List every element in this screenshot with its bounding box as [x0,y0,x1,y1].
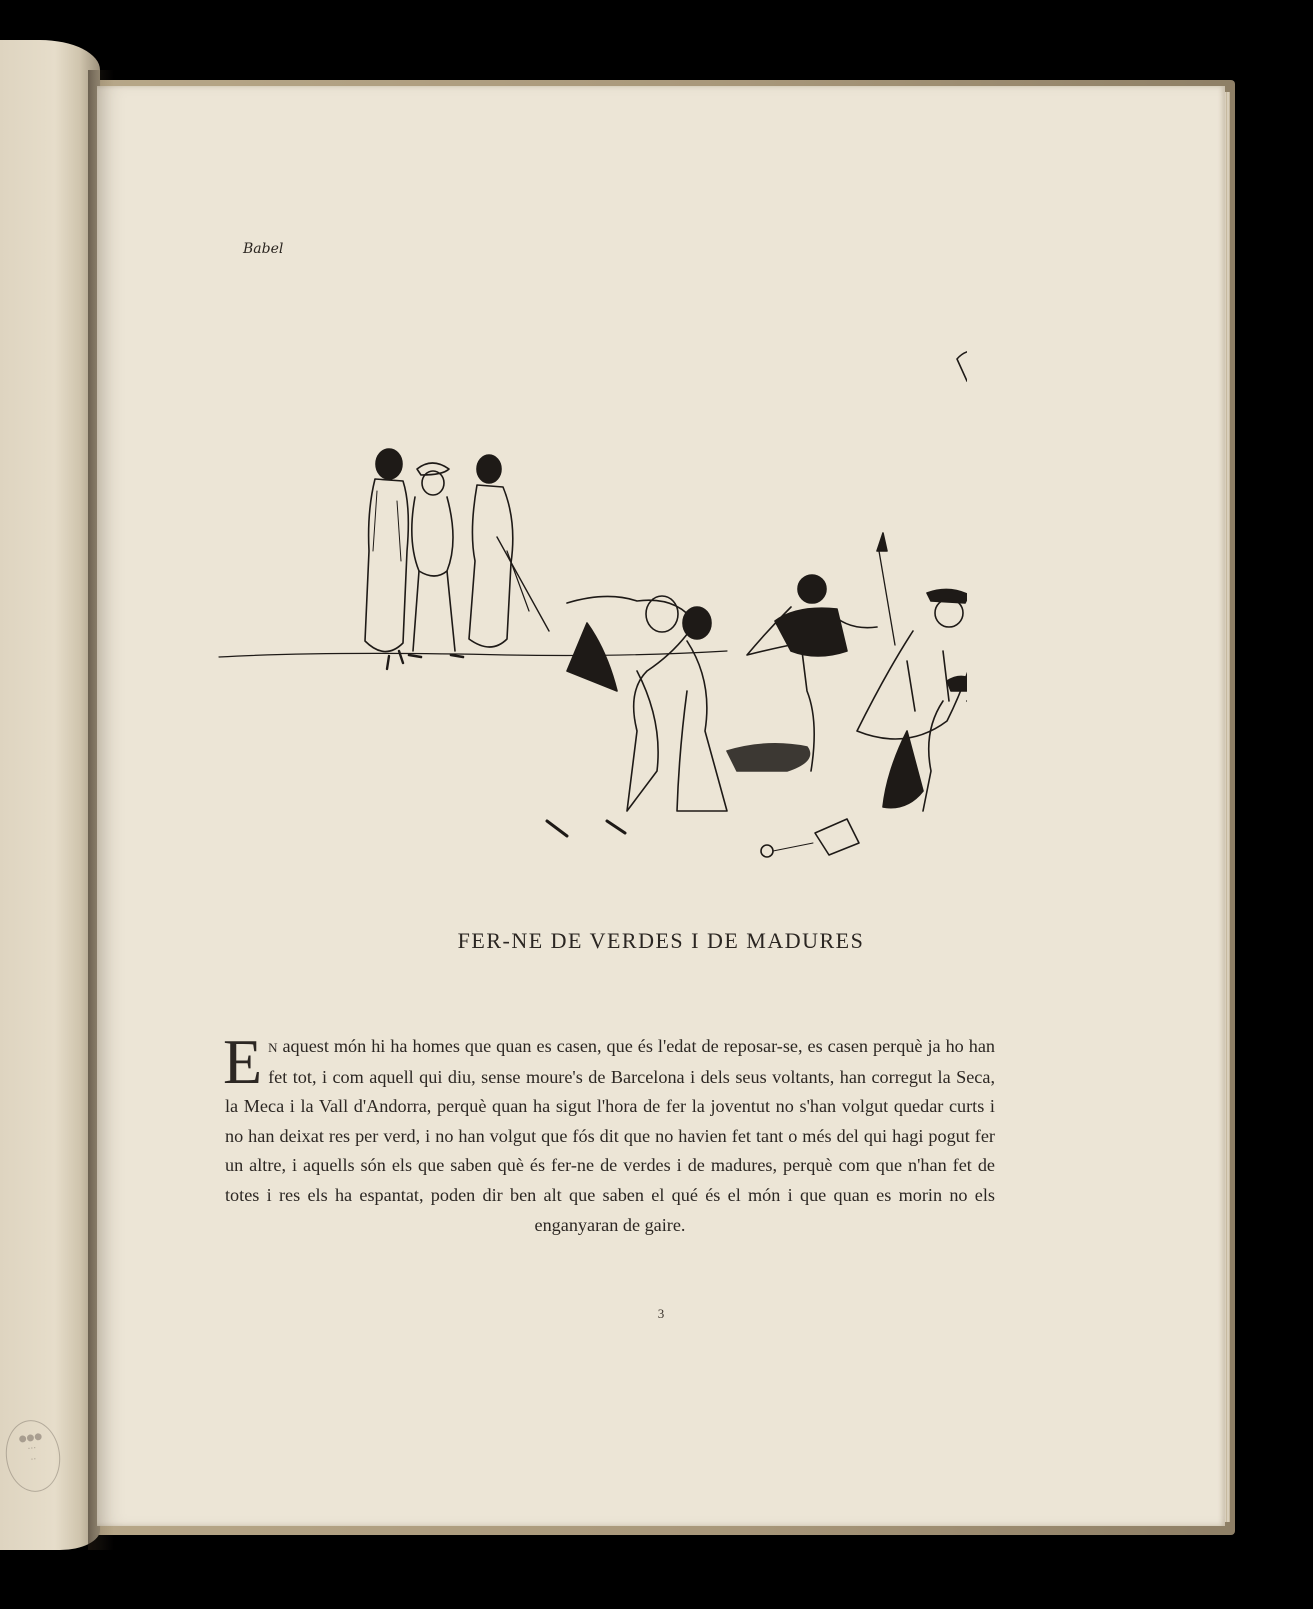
ink-illustration [207,251,967,871]
artist-signature: Babel [243,241,284,257]
library-stamp: ●●● ··· ·· [1,1417,64,1496]
woman-figure-left [365,449,408,669]
right-page [97,86,1225,1526]
drop-cap: E [223,1026,263,1097]
body-text: aquest món hi ha homes que quan es casen, que és l'edat de reposar-se, es casen perquè ja ho han fet tot, i com aquell qui diu, sense moure's de Barcelona i dels seus voltants, han corregut la Seca, la Meca i la Vall d'Andorra, perquè quan ha sigut l'hora de fer la joventut no s'han volgut quedar curts i no han deixat res per verd, i no han volgut que fós dit que no havien fet tant o més del qui hagi pogut fer un altre, i aquells són els que saben què és fer-ne de verdes i de madures, perquè com que n'han fet de totes i res els ha espantat, poden dir ben alt que saben el qué és el món i que quan es morin no els enganyaran de gaire. [225,1036,995,1235]
left-page [0,40,100,1550]
chapter-title: FER-NE DE VERDES I DE MADURES [457,928,865,953]
fallen-lamp [761,819,859,857]
policeman-figure [857,589,967,739]
lamppost-climber-figure [957,350,967,613]
man-with-hat-figure [409,463,463,657]
page-number: 3 [657,1306,665,1321]
body-paragraph [223,1026,995,1240]
fallen-figure [727,744,810,771]
small-cap-n: N [268,1040,278,1055]
brawl-couple-figure [547,596,727,836]
woman-figure-right [469,455,529,647]
man-with-spear-figure [747,533,895,771]
